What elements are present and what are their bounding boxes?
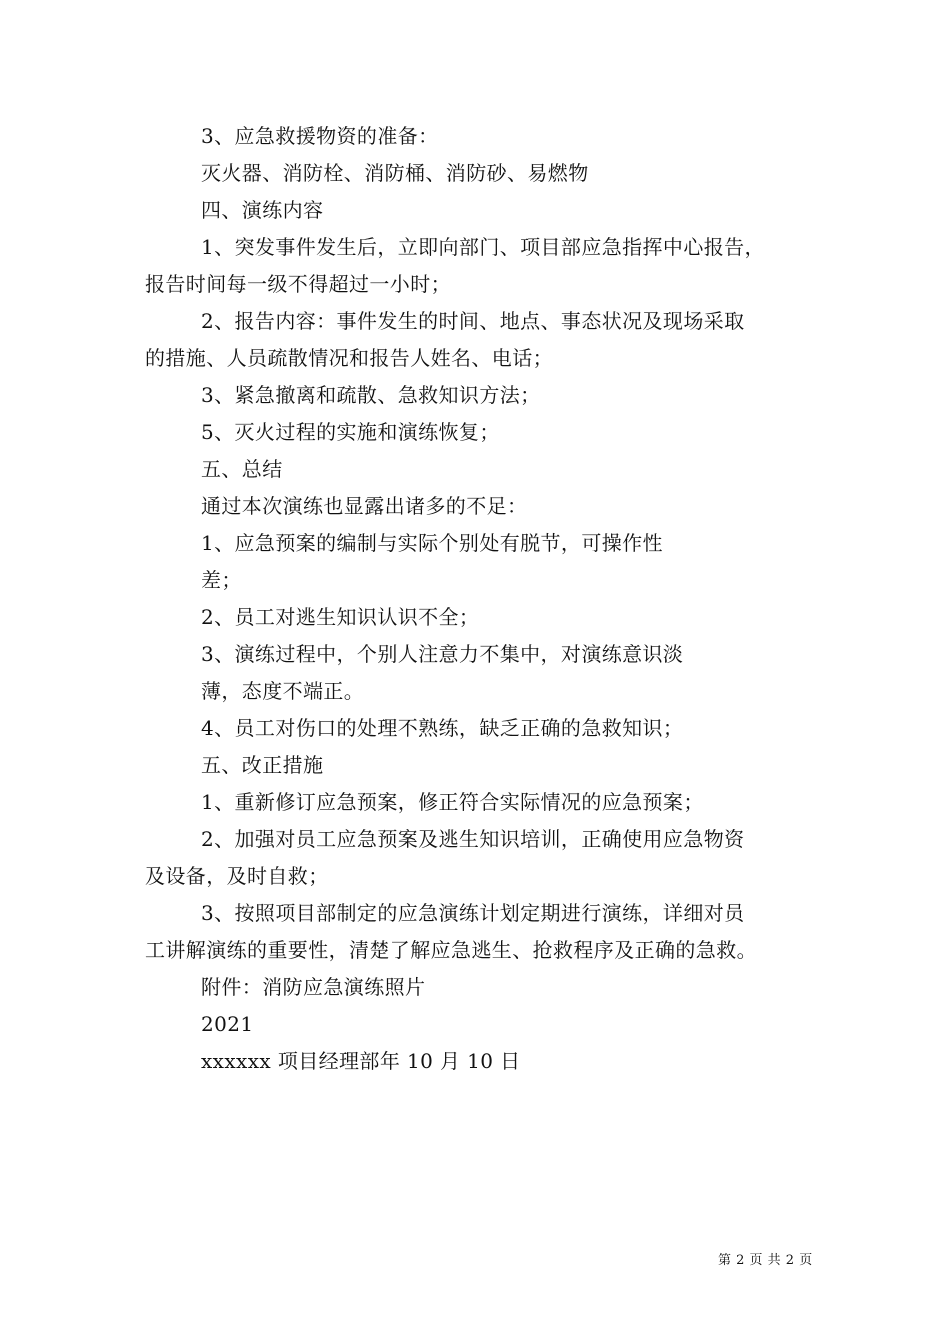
- document-signature: xxxxxx 项目经理部年 10 月 10 日: [201, 1049, 521, 1073]
- drill-item-1-line-1: 1、突发事件发生后，立即向部门、项目部应急指挥中心报告，: [201, 235, 765, 259]
- section-corrections-heading: 五、改正措施: [201, 753, 324, 777]
- correction-item-3-line-1: 3、按照项目部制定的应急演练计划定期进行演练，详细对员: [201, 901, 745, 925]
- summary-item-4: 4、员工对伤口的处理不熟练，缺乏正确的急救知识；: [201, 716, 684, 740]
- document-year: 2021: [201, 1012, 254, 1036]
- summary-item-3-line-1: 3、演练过程中，个别人注意力不集中，对演练意识淡: [201, 642, 684, 666]
- correction-item-3-line-2: 工讲解演练的重要性，清楚了解应急逃生、抢救程序及正确的急救。: [145, 938, 757, 962]
- correction-item-1: 1、重新修订应急预案，修正符合实际情况的应急预案；: [201, 790, 704, 814]
- correction-item-2-line-1: 2、加强对员工应急预案及逃生知识培训，正确使用应急物资: [201, 827, 745, 851]
- drill-item-2-line-2: 的措施、人员疏散情况和报告人姓名、电话；: [145, 346, 553, 370]
- materials-list: 灭火器、消防栓、消防桶、消防砂、易燃物: [201, 161, 589, 185]
- attachment-note: 附件：消防应急演练照片: [201, 975, 426, 999]
- summary-item-1-line-2: 差；: [201, 568, 242, 592]
- section-drill-content-heading: 四、演练内容: [201, 198, 324, 222]
- correction-item-2-line-2: 及设备，及时自救；: [145, 864, 329, 888]
- drill-item-5: 5、灭火过程的实施和演练恢复；: [201, 420, 500, 444]
- drill-item-1-line-2: 报告时间每一级不得超过一小时；: [145, 272, 451, 296]
- summary-item-3-line-2: 薄，态度不端正。: [201, 679, 365, 703]
- summary-intro: 通过本次演练也显露出诸多的不足：: [201, 494, 528, 518]
- document-body: [145, 118, 825, 1080]
- drill-item-3: 3、紧急撤离和疏散、急救知识方法；: [201, 383, 541, 407]
- summary-item-2: 2、员工对逃生知识认识不全；: [201, 605, 480, 629]
- drill-item-2-line-1: 2、报告内容：事件发生的时间、地点、事态状况及现场采取: [201, 309, 745, 333]
- section-summary-heading: 五、总结: [201, 457, 283, 481]
- summary-item-1-line-1: 1、应急预案的编制与实际个别处有脱节，可操作性: [201, 531, 663, 555]
- materials-heading: 3、应急救援物资的准备：: [201, 124, 439, 148]
- page-number-footer: 第 2 页 共 2 页: [718, 1253, 813, 1268]
